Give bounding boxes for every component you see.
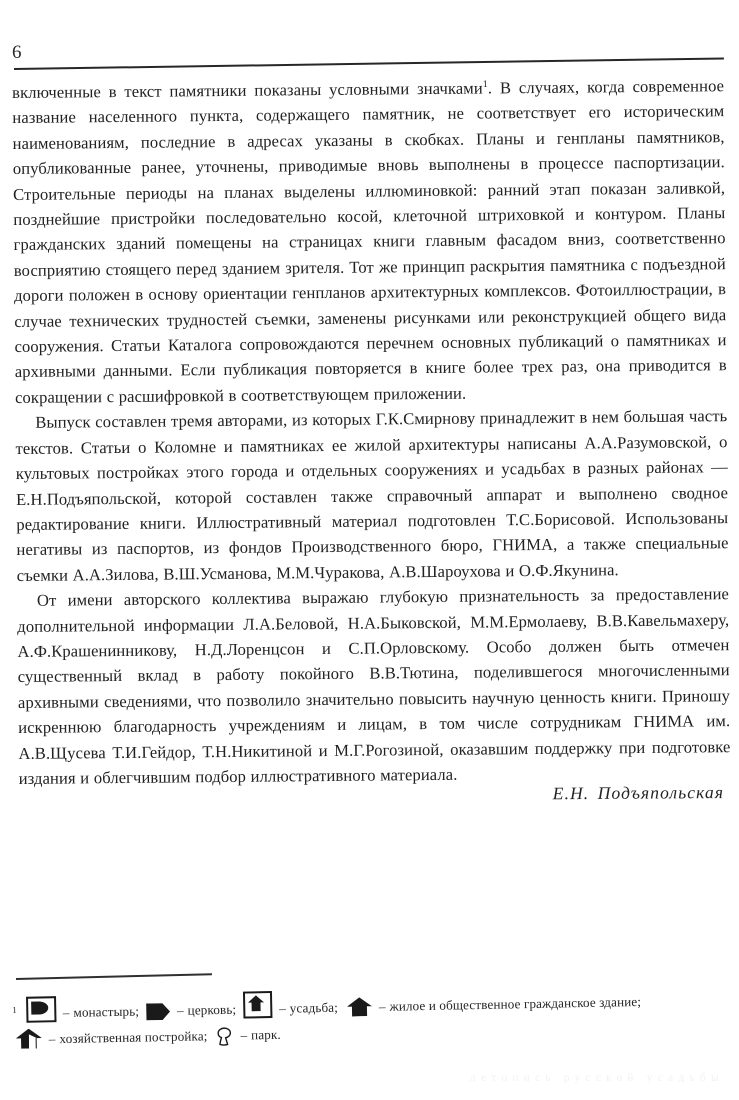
header-rule — [14, 57, 724, 70]
footnote-separator-rule — [16, 973, 212, 980]
page-header — [0, 42, 739, 76]
footnote-reference: 1 — [482, 78, 488, 90]
legend-label-manor: усадьба; — [289, 999, 339, 1016]
legend-dash-park: – — [240, 1027, 248, 1043]
paragraph-1-text: включенные в текст памятники показаны условными значками$^1$. В случаях, когда современное название населенного пункта, содержащего памятник, не соответствует его историческим наименованиям, последние в адресах указаны в скобках. Планы и генпланы памятников, опубликованные ранее, уточнены, приводимые вновь выполнены в процессе паспортизации. Строительные периоды на планах выделены иллюминовкой: ранний этап показан заливкой, позднейшие пристройки последовательно косой, клеточной штриховкой и контуром. Планы гражданских зданий помещены на страницах книги главным фасадом вниз, соответственно восприятию стоящего перед зданием зрителя. Тот же принцип раскрытия памятника с подъездной дороги положен в основу ориентации генпланов архитектурных комплексов. Фотоиллюстрации, в случае технических трудностей съемки, заменены рисунками или реконструкцией общего вида сооружения. Статьи Каталога сопровождаются перечнем основных публикаций о памятниках и архивными данными. Если публикация повторяется в книге более трех раз, она приводится в сокращении с расшифровкой в соответствующем приложении. — [12, 76, 727, 407]
paragraph-2 — [15, 403, 729, 588]
paragraph-3-text: От имени авторского коллектива выражаю глубокую признательность за предоставление дополнительной информации Л.А.Беловой, Н.А.Быковской, М.М.Ермолаеву, В.В.Кавельмахеру, А.Ф.Крашенинникову, Н.Д.Лоренцсон и С.П.Орловскому. Особо должен быть отмечен существенный вклад в работу покойного В.В.Тютина, поделившегося многочисленными архивными сведениями, что позволило значительно повысить научную ценность книги. Приношу искреннюю благодарность учреждениям и лицам, в том числе сотрудникам ГНИМА им. А.В.Щусева Т.И.Гейдор, Т.Н.Никитиной и М.Г.Рогозиной, оказавшим поддержку при подготовке издания и облегчившим подбор иллюстративного материала. — [17, 584, 731, 788]
legend-dash-monastery: – — [62, 1004, 70, 1021]
legend-dash-dwelling: – — [378, 998, 386, 1014]
paragraph-2-text: Выпуск составлен тремя авторами, из которых Г.К.Смирнову принадлежит в нем большая часть текстов. Статьи о Коломне и памятниках ее жилой архитектуры написаны А.А.Разумовской, о культовых постройках этого города и отдельных сооружениях и усадьбах в разных районах — Е.Н.Подъяпольской, которой составлен также справочный аппарат и выполнено сводное редактирование книги. Иллюстративный материал подготовлен Т.С.Борисовой. Использованы негативы из паспортов, из фондов Производственного бюро, ГНИМА, а также специальные съемки А.А.Зилова, В.Ш.Усманова, М.М.Чуракова, А.В.Шароухова и О.Ф.Якунина. — [15, 406, 729, 585]
legend-item-outbuilding — [13, 1028, 208, 1047]
dwelling-icon — [347, 997, 372, 1016]
monastery-icon — [26, 996, 56, 1023]
outbuilding-icon — [16, 1028, 42, 1048]
legend-item-park — [211, 1027, 281, 1043]
paragraph-3 — [17, 581, 731, 791]
legend-label-park: парк. — [250, 1026, 281, 1043]
legend-label-outbuilding: хозяйственная постройка; — [59, 1028, 208, 1047]
legend-dash-church: – — [176, 1002, 184, 1018]
legend-item-monastery — [23, 1004, 139, 1021]
legend-label-church: церковь; — [187, 1001, 237, 1018]
footnote-marker: 1 — [12, 1004, 17, 1015]
legend-label-dwelling: жилое и общественное гражданское здание; — [389, 993, 642, 1014]
page-number: 6 — [12, 42, 22, 63]
legend-item-manor — [240, 1000, 338, 1017]
author-signature: Е.Н. Подъяпольская — [552, 782, 725, 804]
legend-dash-outbuilding: – — [48, 1031, 56, 1047]
park-icon — [215, 1027, 232, 1046]
footnote-legend — [12, 982, 733, 1053]
legend-dash-manor: – — [278, 1000, 286, 1016]
legend-item-dwelling — [342, 994, 641, 1015]
page-watermark: летопись русской усадьбы — [470, 1072, 724, 1084]
legend-item-church — [143, 1002, 236, 1019]
manor-icon — [243, 991, 273, 1019]
legend-label-monastery: монастырь; — [73, 1003, 140, 1020]
paragraph-1 — [12, 73, 727, 410]
church-icon — [146, 1003, 170, 1020]
document-body — [12, 73, 731, 791]
